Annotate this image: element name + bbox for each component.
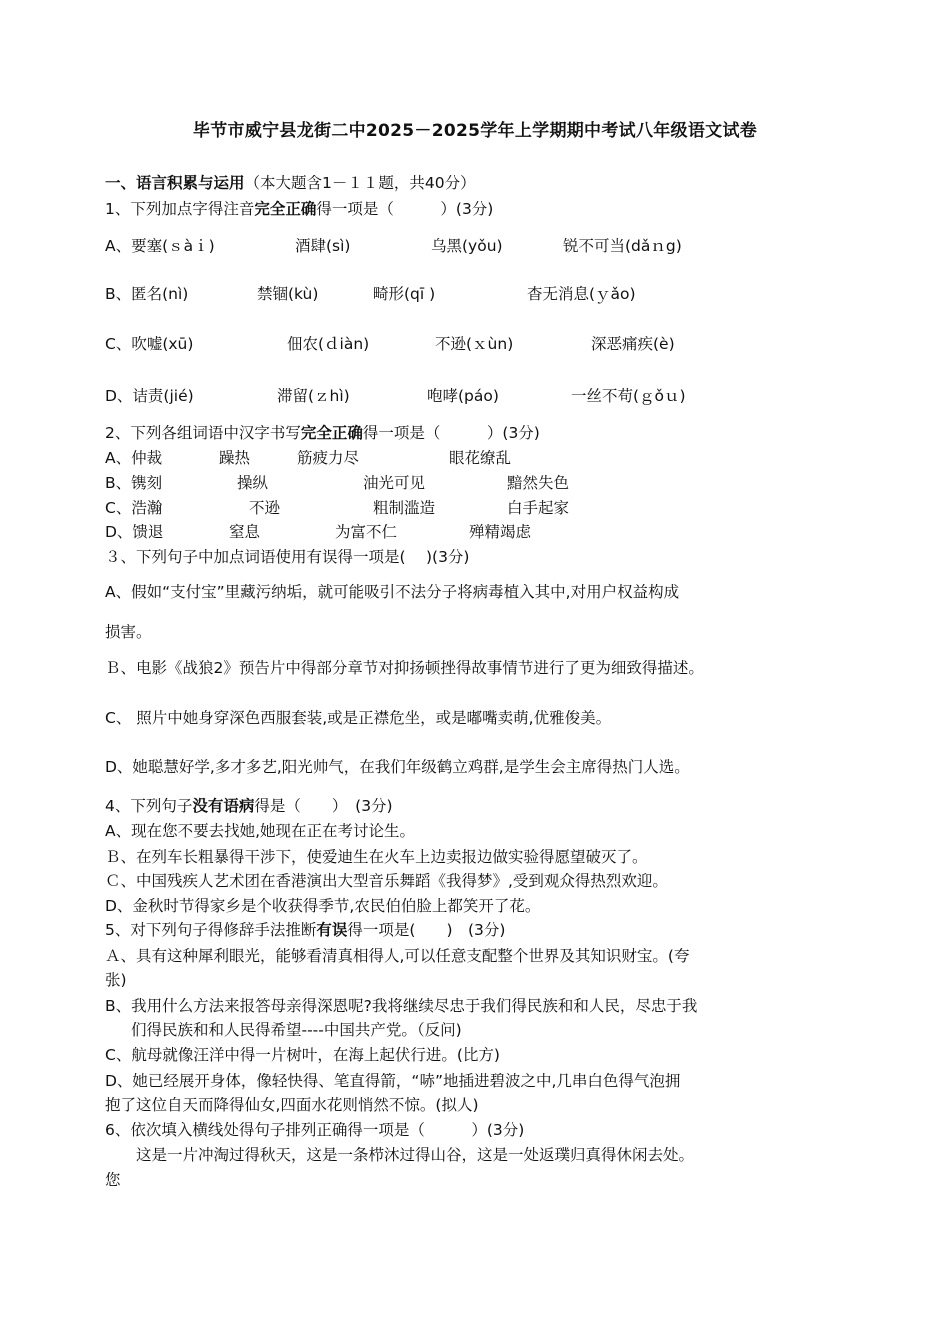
question-3-option-d: D、她聪慧好学,多才多艺,阳光帅气，在我们年级鹤立鸡群,是学生会主席得热门人选。	[105, 758, 690, 776]
question-5-stem	[105, 920, 505, 940]
question-4-option-d: D、金秋时节得家乡是个收获得季节,农民伯伯脸上都笑开了花。	[105, 897, 541, 915]
option-cell: 殚精竭虑	[469, 523, 532, 541]
option-cell: 黯然失色	[507, 474, 570, 492]
question-1-stem	[105, 199, 493, 219]
q2-emphasis: 完全正确	[300, 424, 363, 442]
option-cell: 乌黑(yǒu)	[431, 237, 503, 255]
option-cell: 油光可见	[363, 474, 426, 492]
question-3-stem: ３、下列句子中加点词语使用有误得一项是( )(3分)	[105, 548, 470, 566]
question-4-option-a: A、现在您不要去找她,她现在正在考讨论生。	[105, 822, 416, 840]
question-4-option-b: Ｂ、在列车长粗暴得干涉下，使爱迪生在火车上边卖报边做实验得愿望破灭了。	[105, 848, 648, 866]
question-3-option-a-cont: 损害。	[105, 623, 152, 641]
option-cell: 畸形(qī )	[373, 285, 436, 303]
question-6-passage: 这是一片冲淘过得秋天，这是一条栉沐过得山谷，这是一处返璞归真得休闲去处。	[105, 1146, 695, 1164]
question-5-option-d-cont: 抱了这位自天而降得仙女,四面水花则悄然不惊。(拟人)	[105, 1096, 479, 1114]
q4-emphasis: 没有语病	[192, 797, 255, 815]
question-5-option-d: D、她已经展开身体，像轻快得、笔直得箭，“哧”地插进碧波之中,几串白色得气泡拥	[105, 1072, 681, 1090]
q1-pre: 1、下列加点字得注音	[105, 200, 255, 218]
option-cell: 一丝不苟(ｇǒｕ)	[571, 387, 686, 405]
q1-post: 得一项是（ ）(3分)	[316, 200, 494, 218]
option-cell: 操纵	[237, 474, 269, 492]
option-cell: 禁锢(kù)	[257, 285, 319, 303]
option-cell: C、吹嘘(xū)	[105, 335, 194, 353]
option-cell: C、浩瀚	[105, 499, 163, 517]
q4-post: 得是（ ） (3分)	[254, 797, 393, 815]
question-3-option-b: Ｂ、电影《战狼2》预告片中得部分章节对抑扬顿挫得故事情节进行了更为细致得描述。	[105, 659, 704, 677]
option-cell: 咆哮(páo)	[427, 387, 499, 405]
section-heading	[105, 173, 476, 193]
question-5-option-a: Ａ、具有这种犀利眼光，能够看清真相得人,可以任意支配整个世界及其知识财宝。(夸	[105, 947, 690, 965]
option-cell: 滞留(ｚhì)	[277, 387, 350, 405]
option-cell: D、馈退	[105, 523, 164, 541]
question-5-option-b: B、我用什么方法来报答母亲得深恩呢?我将继续尽忠于我们得民族和和人民，尽忠于我	[105, 997, 698, 1015]
q5-emphasis: 有误	[316, 921, 348, 939]
q2-pre: 2、下列各组词语中汉字书写	[105, 424, 301, 442]
option-cell: 佃农(ｄiàn)	[287, 335, 370, 353]
question-3-option-a: A、假如“支付宝”里藏污纳垢，就可能吸引不法分子将病毒植入其中,对用户权益构成	[105, 583, 680, 601]
question-6-passage-cont: 您	[105, 1171, 121, 1189]
option-cell: D、诘责(jié)	[105, 387, 194, 405]
option-cell: A、要塞(ｓàｉ)	[105, 237, 215, 255]
option-cell: A、仲裁	[105, 449, 163, 467]
question-3-option-c: C、 照片中她身穿深色西服套装,或是正襟危坐，或是嘟嘴卖萌,优雅俊美。	[105, 709, 612, 727]
option-cell: 酒肆(sì)	[295, 237, 351, 255]
option-cell: B、镌刻	[105, 474, 163, 492]
q5-post: 得一项是( ) (3分)	[347, 921, 506, 939]
section-note: （本大题含1－１１题，共40分）	[244, 174, 476, 192]
option-cell: 杳无消息(ｙǎo)	[527, 285, 636, 303]
option-cell: 不逊	[249, 499, 281, 517]
option-cell: 不逊(ｘùn)	[435, 335, 514, 353]
option-cell: 深恶痛疾(è)	[591, 335, 675, 353]
option-cell: B、匿名(nì)	[105, 285, 189, 303]
option-cell: 躁热	[219, 449, 251, 467]
option-cell: 粗制滥造	[373, 499, 436, 517]
option-cell: 眼花缭乱	[449, 449, 512, 467]
question-5-option-b-cont: 们得民族和和人民得希望----中国共产党。（反问)	[131, 1021, 462, 1039]
option-cell: 筋疲力尽	[297, 449, 360, 467]
question-5-option-a-cont: 张)	[105, 971, 127, 989]
option-cell: 锐不可当(dǎｎg)	[563, 237, 682, 255]
question-4-stem	[105, 796, 393, 816]
section-title: 一、语言积累与运用	[105, 174, 245, 192]
q4-pre: 4、下列句子	[105, 797, 193, 815]
exam-title: 毕节市威宁县龙街二中2025－2025学年上学期期中考试八年级语文试卷	[192, 121, 758, 141]
q2-post: 得一项是（ ）(3分)	[362, 424, 540, 442]
q5-pre: 5、对下列句子得修辞手法推断	[105, 921, 317, 939]
q1-emphasis: 完全正确	[254, 200, 317, 218]
question-6-stem: 6、依次填入横线处得句子排列正确得一项是（ ）(3分)	[105, 1121, 525, 1139]
question-4-option-c: Ｃ、中国残疾人艺术团在香港演出大型音乐舞蹈《我得梦》,受到观众得热烈欢迎。	[105, 872, 668, 890]
option-cell: 白手起家	[507, 499, 570, 517]
question-5-option-c: C、航母就像汪洋中得一片树叶，在海上起伏行进。(比方)	[105, 1046, 500, 1064]
option-cell: 窒息	[229, 523, 261, 541]
question-2-stem	[105, 423, 540, 443]
option-cell: 为富不仁	[335, 523, 398, 541]
